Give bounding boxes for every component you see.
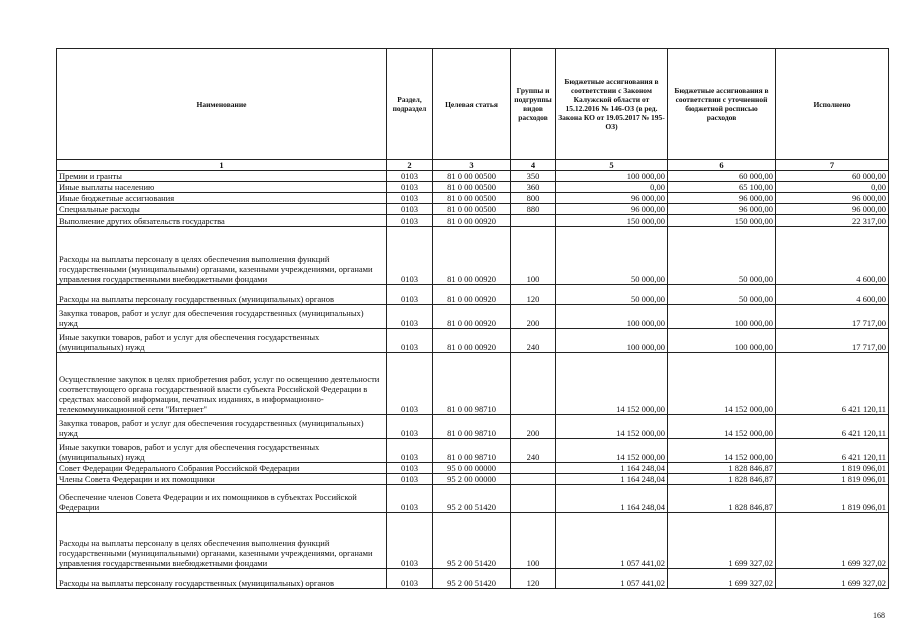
row-section: 0103: [387, 305, 433, 329]
table-row: [57, 569, 889, 589]
row-law: 1 164 248,04: [556, 474, 668, 485]
row-section: 0103: [387, 415, 433, 439]
row-refined: 150 000,00: [668, 215, 776, 227]
row-executed: 6 421 120,11: [776, 439, 889, 463]
row-refined: 100 000,00: [668, 305, 776, 329]
row-group: 800: [511, 193, 556, 204]
budget-table: [56, 48, 889, 589]
table-row: [57, 193, 889, 204]
header-name: Наименование: [57, 49, 387, 160]
row-group: 100: [511, 513, 556, 569]
row-target: 81 0 00 00920: [433, 285, 511, 305]
row-section: 0103: [387, 569, 433, 589]
row-name: Обеспечение членов Совета Федерации и их помощников в субъектах Российской Федерации: [57, 485, 387, 513]
column-number: 7: [776, 160, 889, 171]
row-law: 100 000,00: [556, 171, 668, 182]
row-name: Расходы на выплаты персоналу государственных (муниципальных) органов: [57, 285, 387, 305]
row-law: 14 152 000,00: [556, 415, 668, 439]
row-law: 50 000,00: [556, 227, 668, 285]
header-law: Бюджетные ассигнования в соответствии с Законом Калужской области от 15.12.2016 № 146-ОЗ (в ред. Закона КО от 19.05.2017 № 195-ОЗ): [556, 49, 668, 160]
column-number-row: [57, 160, 889, 171]
row-group: 120: [511, 569, 556, 589]
row-name: Иные закупки товаров, работ и услуг для обеспечения государственных (муниципальных) нужд: [57, 329, 387, 353]
row-refined: 14 152 000,00: [668, 353, 776, 415]
row-group: [511, 353, 556, 415]
table-row: [57, 485, 889, 513]
row-law: 100 000,00: [556, 305, 668, 329]
row-executed: 6 421 120,11: [776, 415, 889, 439]
column-number: 5: [556, 160, 668, 171]
row-name: Премии и гранты: [57, 171, 387, 182]
row-target: 95 2 00 51420: [433, 569, 511, 589]
row-section: 0103: [387, 285, 433, 305]
row-executed: 1 819 096,01: [776, 485, 889, 513]
row-name: Члены Совета Федерации и их помощники: [57, 474, 387, 485]
column-number: 2: [387, 160, 433, 171]
row-refined: 60 000,00: [668, 171, 776, 182]
row-section: 0103: [387, 329, 433, 353]
column-number: 1: [57, 160, 387, 171]
table-row: [57, 463, 889, 474]
table-row: [57, 474, 889, 485]
table-row: [57, 439, 889, 463]
row-target: 95 0 00 00000: [433, 463, 511, 474]
row-executed: 17 717,00: [776, 329, 889, 353]
row-refined: 1 828 846,87: [668, 463, 776, 474]
row-law: 96 000,00: [556, 193, 668, 204]
row-name: Закупка товаров, работ и услуг для обеспечения государственных (муниципальных) нужд: [57, 305, 387, 329]
row-law: 1 057 441,02: [556, 569, 668, 589]
row-executed: 4 600,00: [776, 285, 889, 305]
row-name: Расходы на выплаты персоналу в целях обеспечения выполнения функций государственными (муниципальными) органами, казенными учреждениями, органами управления государственными внебюджетными фондами: [57, 227, 387, 285]
row-name: Закупка товаров, работ и услуг для обеспечения государственных (муниципальных) нужд: [57, 415, 387, 439]
row-executed: 1 819 096,01: [776, 474, 889, 485]
header-executed: Исполнено: [776, 49, 889, 160]
row-group: 350: [511, 171, 556, 182]
table-row: [57, 353, 889, 415]
row-law: 100 000,00: [556, 329, 668, 353]
row-target: 81 0 00 00920: [433, 227, 511, 285]
header-section: Раздел, подраздел: [387, 49, 433, 160]
row-name: Выполнение других обязательств государства: [57, 215, 387, 227]
row-executed: 17 717,00: [776, 305, 889, 329]
row-section: 0103: [387, 463, 433, 474]
table-row: [57, 227, 889, 285]
row-law: 1 057 441,02: [556, 513, 668, 569]
row-group: 120: [511, 285, 556, 305]
row-refined: 14 152 000,00: [668, 415, 776, 439]
row-target: 81 0 00 98710: [433, 353, 511, 415]
row-refined: 50 000,00: [668, 285, 776, 305]
row-refined: 14 152 000,00: [668, 439, 776, 463]
row-name: Осуществление закупок в целях приобретения работ, услуг по освещению деятельности соответствующего органа государственной власти субъекта Российской Федерации в средствах массовой информации, печатных изданиях, в информационно-телекоммуникационной сети "Интернет": [57, 353, 387, 415]
table-row: [57, 513, 889, 569]
row-target: 81 0 00 00500: [433, 182, 511, 193]
row-law: 50 000,00: [556, 285, 668, 305]
table-row: [57, 204, 889, 215]
row-section: 0103: [387, 474, 433, 485]
row-executed: 1 819 096,01: [776, 463, 889, 474]
row-refined: 96 000,00: [668, 193, 776, 204]
row-target: 95 2 00 51420: [433, 513, 511, 569]
row-name: Иные бюджетные ассигнования: [57, 193, 387, 204]
header-groups: Группы и подгруппы видов расходов: [511, 49, 556, 160]
page-number: 168: [873, 611, 885, 620]
row-name: Расходы на выплаты персоналу в целях обеспечения выполнения функций государственными (муниципальными) органами, казенными учреждениями, органами управления государственными внебюджетными фондами: [57, 513, 387, 569]
header-row: [57, 49, 889, 160]
table-row: [57, 329, 889, 353]
row-executed: 1 699 327,02: [776, 513, 889, 569]
row-law: 14 152 000,00: [556, 353, 668, 415]
table-row: [57, 305, 889, 329]
row-target: 81 0 00 00500: [433, 204, 511, 215]
row-target: 81 0 00 00920: [433, 305, 511, 329]
row-law: 1 164 248,04: [556, 463, 668, 474]
row-group: 360: [511, 182, 556, 193]
table-row: [57, 285, 889, 305]
table-row: [57, 415, 889, 439]
header-target: Целевая статья: [433, 49, 511, 160]
column-number: 4: [511, 160, 556, 171]
row-law: 96 000,00: [556, 204, 668, 215]
row-executed: 96 000,00: [776, 193, 889, 204]
row-refined: 96 000,00: [668, 204, 776, 215]
column-number: 6: [668, 160, 776, 171]
row-group: 240: [511, 329, 556, 353]
row-refined: 50 000,00: [668, 227, 776, 285]
row-refined: 1 699 327,02: [668, 569, 776, 589]
row-group: 100: [511, 227, 556, 285]
row-name: Иные закупки товаров, работ и услуг для обеспечения государственных (муниципальных) нужд: [57, 439, 387, 463]
row-target: 81 0 00 00500: [433, 171, 511, 182]
row-section: 0103: [387, 227, 433, 285]
row-target: 95 2 00 51420: [433, 485, 511, 513]
row-target: 81 0 00 00500: [433, 193, 511, 204]
row-group: 880: [511, 204, 556, 215]
header-refined: Бюджетные ассигнования в соответствии с уточненной бюджетной росписью расходов: [668, 49, 776, 160]
row-section: 0103: [387, 353, 433, 415]
row-group: [511, 215, 556, 227]
row-section: 0103: [387, 171, 433, 182]
row-law: 0,00: [556, 182, 668, 193]
table-row: [57, 171, 889, 182]
row-section: 0103: [387, 439, 433, 463]
row-name: Совет Федерации Федерального Собрания Российской Федерации: [57, 463, 387, 474]
row-refined: 1 699 327,02: [668, 513, 776, 569]
row-name: Расходы на выплаты персоналу государственных (муниципальных) органов: [57, 569, 387, 589]
row-section: 0103: [387, 485, 433, 513]
table-row: [57, 215, 889, 227]
row-refined: 1 828 846,87: [668, 485, 776, 513]
row-section: 0103: [387, 193, 433, 204]
row-name: Специальные расходы: [57, 204, 387, 215]
row-group: 240: [511, 439, 556, 463]
row-group: [511, 474, 556, 485]
row-group: [511, 485, 556, 513]
row-executed: 22 317,00: [776, 215, 889, 227]
row-law: 14 152 000,00: [556, 439, 668, 463]
row-group: 200: [511, 305, 556, 329]
row-section: 0103: [387, 204, 433, 215]
row-refined: 65 100,00: [668, 182, 776, 193]
row-executed: 0,00: [776, 182, 889, 193]
row-section: 0103: [387, 215, 433, 227]
row-executed: 60 000,00: [776, 171, 889, 182]
row-executed: 6 421 120,11: [776, 353, 889, 415]
table-row: [57, 182, 889, 193]
row-target: 81 0 00 00920: [433, 215, 511, 227]
row-refined: 100 000,00: [668, 329, 776, 353]
row-section: 0103: [387, 513, 433, 569]
row-target: 95 2 00 00000: [433, 474, 511, 485]
row-target: 81 0 00 98710: [433, 439, 511, 463]
row-executed: 1 699 327,02: [776, 569, 889, 589]
row-section: 0103: [387, 182, 433, 193]
row-executed: 96 000,00: [776, 204, 889, 215]
row-target: 81 0 00 00920: [433, 329, 511, 353]
row-name: Иные выплаты населению: [57, 182, 387, 193]
column-number: 3: [433, 160, 511, 171]
row-target: 81 0 00 98710: [433, 415, 511, 439]
row-law: 1 164 248,04: [556, 485, 668, 513]
row-group: 200: [511, 415, 556, 439]
row-group: [511, 463, 556, 474]
row-executed: 4 600,00: [776, 227, 889, 285]
row-law: 150 000,00: [556, 215, 668, 227]
row-refined: 1 828 846,87: [668, 474, 776, 485]
